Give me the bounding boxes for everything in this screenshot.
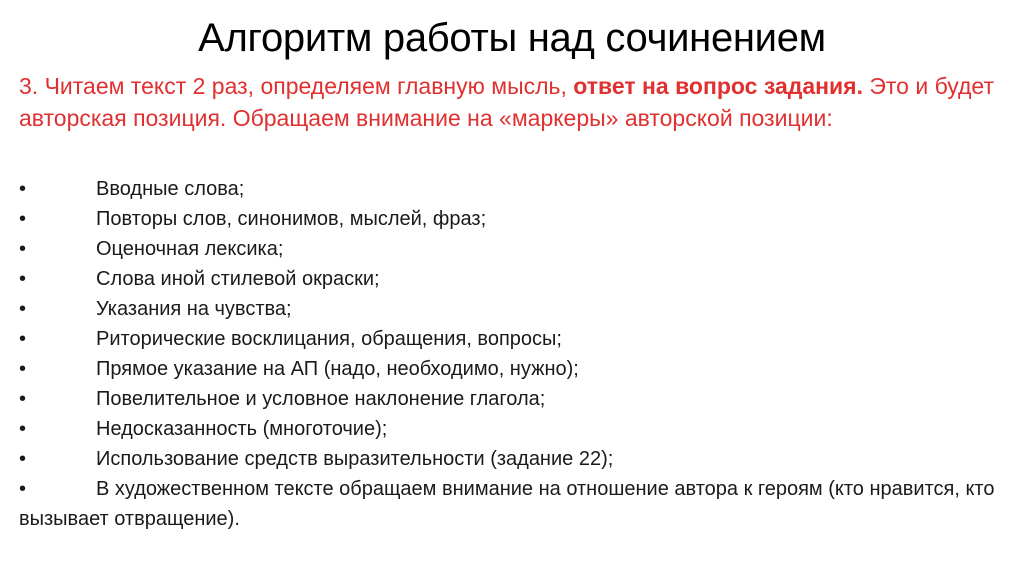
- list-item-text: Указания на чувства;: [96, 298, 292, 320]
- list-item-text: Повелительное и условное наклонение глагола;: [96, 388, 546, 410]
- bullet-icon: •: [19, 268, 27, 290]
- list-item: [19, 264, 1009, 294]
- intro-text-end: Это и будет авторская позиция. Обращаем внимание на «маркеры» авторской позиции:: [19, 73, 994, 131]
- bullet-icon: •: [19, 358, 27, 380]
- slide-title: Алгоритм работы над сочинением: [198, 16, 826, 60]
- list-item-text: Недосказанность (многоточие);: [96, 418, 388, 440]
- list-item-text: Оценочная лексика;: [96, 238, 284, 260]
- list-item: [19, 354, 1009, 384]
- list-item-text: Вводные слова;: [96, 178, 245, 200]
- list-item: [19, 414, 1009, 444]
- list-item: [19, 204, 1009, 234]
- list-item-text: Повторы слов, синонимов, мыслей, фраз;: [96, 208, 487, 230]
- list-item-text: Риторические восклицания, обращения, вопросы;: [96, 328, 562, 350]
- list-item-text: Использование средств выразительности (задание 22);: [96, 448, 614, 470]
- bullet-icon: •: [19, 298, 27, 320]
- list-item: [19, 444, 1009, 474]
- bullet-icon: •: [19, 478, 27, 500]
- list-item-text: Прямое указание на АП (надо, необходимо, нужно);: [96, 358, 579, 380]
- list-item: [19, 384, 1009, 414]
- intro-emphasis: ответ на вопрос задания.: [573, 73, 863, 99]
- list-item: [19, 474, 1009, 534]
- bullet-icon: •: [19, 448, 27, 470]
- intro-text-start: 3. Читаем текст 2 раз, определяем главную мысль,: [19, 73, 574, 99]
- list-item-text: Слова иной стилевой окраски;: [96, 268, 380, 290]
- list-item: [19, 174, 1009, 204]
- list-item: [19, 294, 1009, 324]
- list-item-text: В художественном тексте обращаем внимание на отношение автора к героям (кто нравится, кто вызывает отвращение).: [19, 478, 995, 530]
- list-item: [19, 234, 1009, 264]
- bullet-icon: •: [19, 178, 27, 200]
- bullet-icon: •: [19, 388, 27, 410]
- bullet-icon: •: [19, 328, 27, 350]
- bullet-icon: •: [19, 238, 27, 260]
- bullet-icon: •: [19, 208, 27, 230]
- intro-paragraph: [19, 71, 1009, 134]
- bullet-icon: •: [19, 418, 27, 440]
- list-item: [19, 324, 1009, 354]
- marker-list: [19, 174, 1009, 534]
